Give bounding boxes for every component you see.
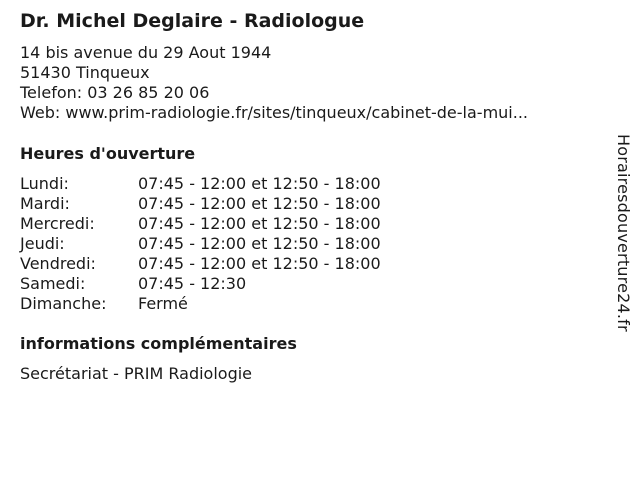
- info-heading: informations complémentaires: [20, 334, 297, 353]
- hours-day: Vendredi:: [20, 254, 96, 273]
- hours-day: Dimanche:: [20, 294, 107, 313]
- website: Web: www.prim-radiologie.fr/sites/tinqueux/cabinet-de-la-mui...: [20, 103, 528, 122]
- hours-time: 07:45 - 12:00 et 12:50 - 18:00: [138, 194, 381, 213]
- hours-day: Mercredi:: [20, 214, 95, 233]
- hours-time: 07:45 - 12:00 et 12:50 - 18:00: [138, 174, 381, 193]
- watermark-text: Horairesdouverture24.fr: [614, 134, 633, 332]
- hours-time: 07:45 - 12:00 et 12:50 - 18:00: [138, 234, 381, 253]
- phone: Telefon: 03 26 85 20 06: [20, 83, 210, 102]
- hours-day: Mardi:: [20, 194, 70, 213]
- city: 51430 Tinqueux: [20, 63, 150, 82]
- hours-day: Jeudi:: [20, 234, 65, 253]
- hours-day: Lundi:: [20, 174, 69, 193]
- street-address: 14 bis avenue du 29 Aout 1944: [20, 43, 272, 62]
- hours-row: [20, 234, 381, 254]
- hours-row: [20, 174, 381, 194]
- hours-row: [20, 214, 381, 234]
- hours-row: [20, 194, 381, 214]
- info-text: Secrétariat - PRIM Radiologie: [20, 364, 253, 383]
- hours-row: [20, 294, 381, 314]
- page-title: Dr. Michel Deglaire - Radiologue: [20, 10, 365, 32]
- hours-row: [20, 254, 381, 274]
- hours-time: 07:45 - 12:30: [138, 274, 247, 293]
- hours-time: Fermé: [138, 294, 188, 313]
- hours-time: 07:45 - 12:00 et 12:50 - 18:00: [138, 254, 381, 273]
- hours-heading: Heures d'ouverture: [20, 144, 196, 163]
- address-block: [20, 43, 528, 123]
- hours-time: 07:45 - 12:00 et 12:50 - 18:00: [138, 214, 381, 233]
- hours-day: Samedi:: [20, 274, 86, 293]
- hours-table: [20, 174, 381, 314]
- hours-row: [20, 274, 381, 294]
